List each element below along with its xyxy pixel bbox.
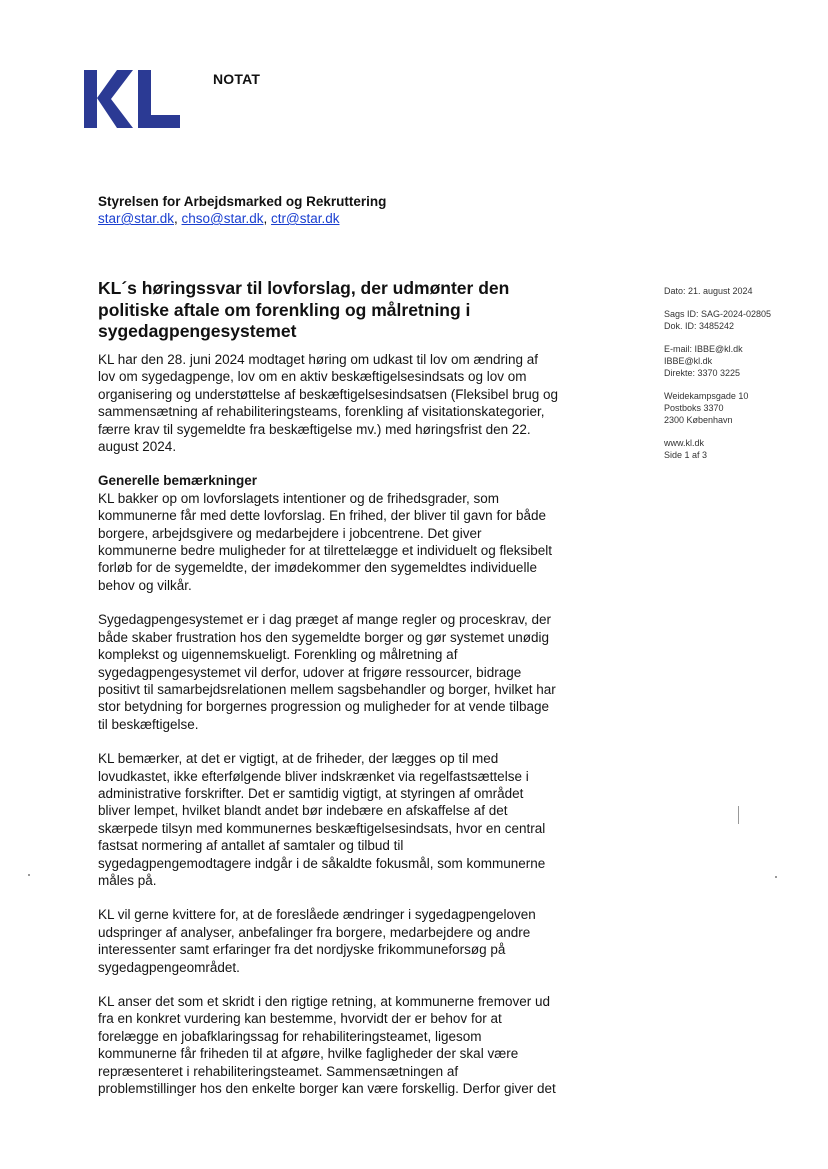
email-line-2: IBBE@kl.dk <box>664 356 713 366</box>
email-link-star[interactable]: star@star.dk <box>98 211 174 226</box>
document-title: KL´s høringssvar til lovforslag, der udmønter den politiske aftale om forenkling og målretning i sygedagpengesystemet <box>98 278 510 341</box>
scan-mark <box>738 806 739 824</box>
case-id-line: Sags ID: SAG-2024-02805 <box>664 309 772 319</box>
section-heading: Generelle bemærkninger <box>98 473 258 489</box>
address-line-3: 2300 København <box>664 415 733 425</box>
scan-mark <box>775 876 777 878</box>
email-line: E-mail: IBBE@kl.dk <box>664 344 743 354</box>
scan-mark <box>28 874 30 876</box>
date-line: Dato: 21. august 2024 <box>664 286 753 296</box>
website-line: www.kl.dk <box>664 438 705 448</box>
recipient-name: Styrelsen for Arbejdsmarked og Rekruttering <box>98 194 387 209</box>
doc-id-line: Dok. ID: 3485242 <box>664 321 735 331</box>
recipient-emails <box>98 210 386 227</box>
address-line-1: Weidekampsgade 10 <box>664 391 749 401</box>
paragraph-5: KL anser det som et skridt i den rigtige retning, at kommunerne fremover ud fra en konkret vurdering kan bestemme, hvorvidt der er behov for at forelægge en jobafklaringssag for rehabiliteringsteamet, ligesom kommunerne får friheden til at afgøre, hvilke fagligheder der skal være repræsenteret i rehabiliteringsteamet. Sammensætningen af problemstillinger hos den enkelte borger kan være forskellig. Derfor giver det <box>98 994 556 1097</box>
paragraph-4: KL vil gerne kvittere for, at de foreslåede ændringer i sygedagpengeloven udspringer af analyser, anbefalinger fra borgere, medarbejdere og andre interessenter samt erfaringer fra det nordjyske frikommuneforsøg på sygedagpengeområdet. <box>98 907 536 975</box>
page-number: Side 1 af 3 <box>664 450 708 460</box>
paragraph-3: KL bemærker, at det er vigtigt, at de friheder, der lægges op til med lovudkastet, ikke efterfølgende bliver indskrænket via regelfastsættelse i administrative forskrifter. Det er samtidig vigtigt, at styringen af området bliver lempet, hvilket blandt andet bør indebære en afskaffelse af det skærpede tilsyn med kommunernes beskæftigelsesindsats, hvor en central fastsat normering af antallet af samtaler og tilbud til sygedagpengemodtagere indgår i de såkaldte fokusmål, som kommunerne måles på. <box>98 751 546 888</box>
body-text <box>98 351 558 1114</box>
email-separator: , <box>263 211 272 226</box>
paragraph-1: KL bakker op om lovforslagets intentioner og de frihedsgrader, som kommunerne får med dette lovforslag. En frihed, der bliver til gavn for både borgere, arbejdsgivere og medarbejdere i jobcentrene. Det giver kommunerne bedre muligheder for at tilrettelægge et individuelt og fleksibelt forløb for de sygemeldte, der imødekommer den sygemeldtes individuelle behov og vilkår. <box>98 490 552 593</box>
recipient-block <box>98 193 386 227</box>
email-link-ctr[interactable]: ctr@star.dk <box>271 211 340 226</box>
document-type-label: NOTAT <box>213 71 261 87</box>
intro-paragraph: KL har den 28. juni 2024 modtaget høring om udkast til lov om ændring af lov om sygedagpenge, lov om en aktiv beskæftigelsesindsats og lov om organisering og understøttelse af beskæftigelsesindsatsen (Fleksibel brug og sammensætning af rehabiliteringsteams, forenkling af visitationskategorier, færre krav til sygemeldte fra beskæftigelse mv.) med høringsfrist den 22. august 2024. <box>98 352 559 455</box>
email-link-chso[interactable]: chso@star.dk <box>181 211 264 226</box>
email-separator: , <box>173 211 182 226</box>
kl-logo <box>84 70 180 128</box>
address-line-2: Postboks 3370 <box>664 403 724 413</box>
metadata-sidebar <box>664 285 814 472</box>
paragraph-2: Sygedagpengesystemet er i dag præget af mange regler og proceskrav, der både skaber frustration hos den sygemeldte borger og gør systemet unødig komplekst og uigennemskueligt. Forenkling og målretning af sygedagpengesystemet vil derfor, udover at frigøre ressourcer, bidrage positivt til samarbejdsrelationen mellem sagsbehandler og borger, hvilket har stor betydning for borgernes progression og muligheder for at vende tilbage til beskæftigelse. <box>98 612 556 732</box>
direct-phone-line: Direkte: 3370 3225 <box>664 368 741 378</box>
